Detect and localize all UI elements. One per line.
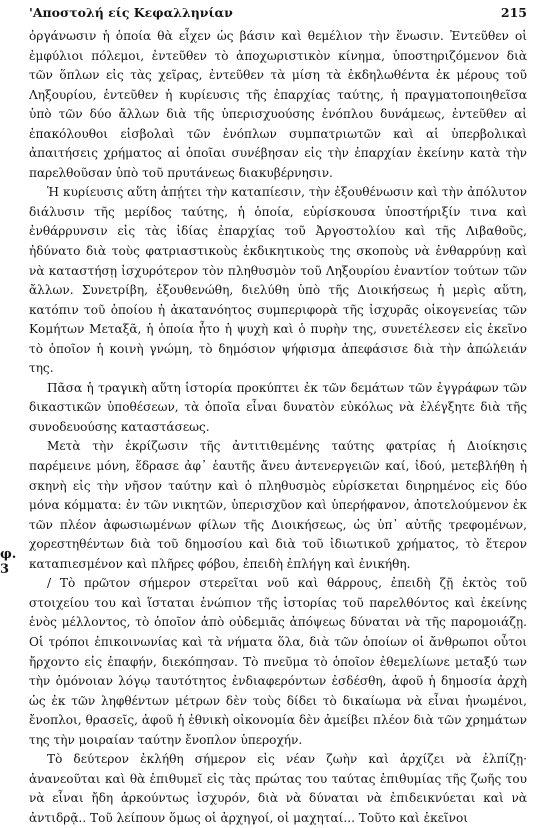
- paragraph: Μετὰ τὴν ἐκρίζωσιν τῆς ἀντιτιθεμένης ταύτης φατρίας ἡ Διοίκησις παρέμεινε μόνη, ἕδρασε ἀφ᾽ ἑαυτῆς ἄνευ ἀντενεργειῶν καί, ἰδού, μετεβλήθη ἡ σκηνὴ εἰς τὴν νῆσον ταύτην καὶ ὁ πληθυσμὸς εὑρίσκεται διηρημένος εἰς δύο μόνα κόμματα: ἐν τῶν νικητῶν, ὑπερισχῦον καὶ ὑπερήφανον, ἀποτελούμενον ἐκ τῶν πλέον ἀφωσιωμένων φίλων τῆς Διοικήσεως, ὡς ὑπ᾽ αὐτῆς τρεφομένων, χορεστηθέντων διὰ τοῦ δημοσίου καὶ διὰ τοῦ ἰδιωτικοῦ χρήματος, τὸ ἕτερον καταπιεσμένον καὶ πλῆρες φόβου, ἐπειδὴ ἐπλήγη καὶ ἐνικήθη.: [29, 439, 527, 571]
- paragraph: / Τὸ πρῶτον σήμερον στερεῖται νοῦ καὶ θάρρους, ἐπειδὴ ζῇ ἐκτὸς τοῦ στοιχείου του καὶ ἵσταται ἐνώπιον τῆς ἱστορίας τοῦ παρελθόντος καὶ ἐκείνης ἑνὸς μέλλοντος, τὸ ὁποῖον ἀπὸ οὐδεμιᾶς ἀπόψεως δύναται νὰ τῆς παρομοιάζῃ. Οἱ τρόποι ἐπικοινωνίας καὶ τὰ νήματα ὅλα, διὰ τῶν ὁποίων οἱ ἄνθρωποι οὗτοι ἤρχοντο εἰς ἐπαφήν, διεκόπησαν. Τὸ πνεῦμα τὸ ὁποῖον ἐθεμελίωνε μεταξύ των τὴν ὁμόνοιαν λόγῳ ταυτότητος ἐνδιαφερόντων ἐσδέσθη, ἀφοῦ ἡ δημοσία ἀρχὴ ὡς ἐκ τῶν ληφθέντων μέτρων δὲν τοὺς δίδει τὸ δικαίωμα νὰ εἶναι ἠνωμένοι, ἔνοπλοι, θρασεῖς, ἀφοῦ ἡ ἐθνικὴ οἰκονομία δὲν ἀμείβει πλέον διὰ τῶν χρημάτων της τὴν μοιραίαν ταύτην ἔνοπλον ὑπεροχήν.: [29, 576, 527, 747]
- margin-folio-note: φ. 3: [0, 547, 17, 577]
- page-number: 215: [500, 5, 527, 20]
- body-text: [29, 27, 527, 828]
- running-header: [29, 5, 527, 23]
- running-title: 'Αποστολή είς Κεφαλληνίαν: [29, 5, 233, 20]
- paragraph: Πᾶσα ἡ τραγικὴ αὕτη ἱστορία προκύπτει ἐκ τῶν δεμάτων τῶν ἐγγράφων τῶν δικαστικῶν ὑποθέσεων, τὰ ὁποῖα εἶναι δυνατὸν εὐκόλως νὰ ἐλέγξητε διὰ τῆς συνοδευούσης καταστάσεως.: [29, 380, 527, 434]
- paragraph: Ἡ κυρίευσις αὕτη ἀπῄτει τὴν καταπίεσιν, τὴν ἐξουθένωσιν καὶ τὴν ἀπόλυτον διάλυσιν τῆς μερίδος ταύτης, ἡ ὁποία, εὑρίσκουσα ὑποστήριξίν τινα καὶ ἐνθάρρυνσιν εἰς τὰς ἰδίας ἐπαρχίας τοῦ Ἀργοστολίου καὶ τῆς Λιβαθοῦς, ἠδύνατο διὰ τοὺς φατριαστικοὺς ἐκδικητικοὺς της σκοποὺς νὰ ἐνθαρρύνῃ καὶ νὰ καταστήσῃ ἰσχυρότερον τὸν πληθυσμὸν τοῦ Ληξουρίου ἐναντίον τούτων τῶν ἄλλων. Συνετρίβη, ἐξουθενώθη, διελύθη ὑπὸ τῆς Διοικήσεως ἡ μερὶς αὕτη, κατόπιν τοῦ ὁποίου ἡ ἀκατανόητος συμπεριφορὰ τῆς ἰσχυρᾶς οἰκογενείας τῶν Κομήτων Μεταξᾶ, ἡ ὁποία ἦτο ἡ ψυχὴ καὶ ὁ πυρὴν της, συνετέλεσεν εἰς ἐκεῖνο τὸ ὁποῖον ἡ κοινὴ γνώμη, τὸ δημόσιον ψήφισμα ἀπεφάσισε διὰ τὴν ἀπώλειάν της.: [29, 185, 527, 376]
- paragraph: Τὸ δεύτερον ἐκλήθη σήμερον εἰς νέαν ζωὴν καὶ ἀρχίζει νὰ ἐλπίζῃ· ἀνανεοῦται καὶ θὰ ἐπιθυμεῖ εἰς τὰς πρώτας του ταύτας ἐπιθυμίας τῆς ζωῆς του νὰ εἶναι ἤδη ἀρκούντως ἰσχυρόν, διὰ νὰ δύναται νὰ ἐπιδεικνύεται καὶ νὰ ἀντιδρᾷ.. Τοῦ λείπουν ὅμως οἱ ἀρχηγοί, οἱ μαχηταί... Τοῦτο καὶ ἐκεῖνοι: [29, 752, 527, 825]
- paragraph: ὀργάνωσιν ἡ ὁποία θὰ εἶχεν ὡς βάσιν καὶ θεμέλιον τὴν ἕνωσιν. Ἐντεῦθεν οἱ ἐμφύλιοι πόλεμοι, ἐντεῦθεν τὸ ἀποχωριστικὸν κίνημα, ὑποστηριζόμενον διὰ τῶν ὅπλων εἰς τὰς χεῖρας, ἐντεῦθεν τὰ μίση τὰ ἐκδηλωθέντα ἐκ μέρους τοῦ Ληξουρίου, ἐντεῦθεν ἡ κυρίευσις τῆς ἐπαρχίας ταύτης, ἡ πραγματοποιηθεῖσα ὑπὸ τῶν δύο ἄλλων διὰ τῆς ὑπερισχυούσης ἐνόπλου δυνάμεως, ἐντεῦθεν αἱ ἐπακόλουθοι εἰσβολαὶ τῶν ἐνόπλων συμπατριωτῶν καὶ αἱ ὑπερβολικαὶ ἀπαιτήσεις χρήματος αἱ ὁποῖαι συνέβησαν εἰς τὴν ἐπαρχίαν ἐκείνην κατὰ τὴν παρελθοῦσαν ὑπὸ τοῦ πρυτάνεως διακυβέρνησιν.: [29, 29, 527, 180]
